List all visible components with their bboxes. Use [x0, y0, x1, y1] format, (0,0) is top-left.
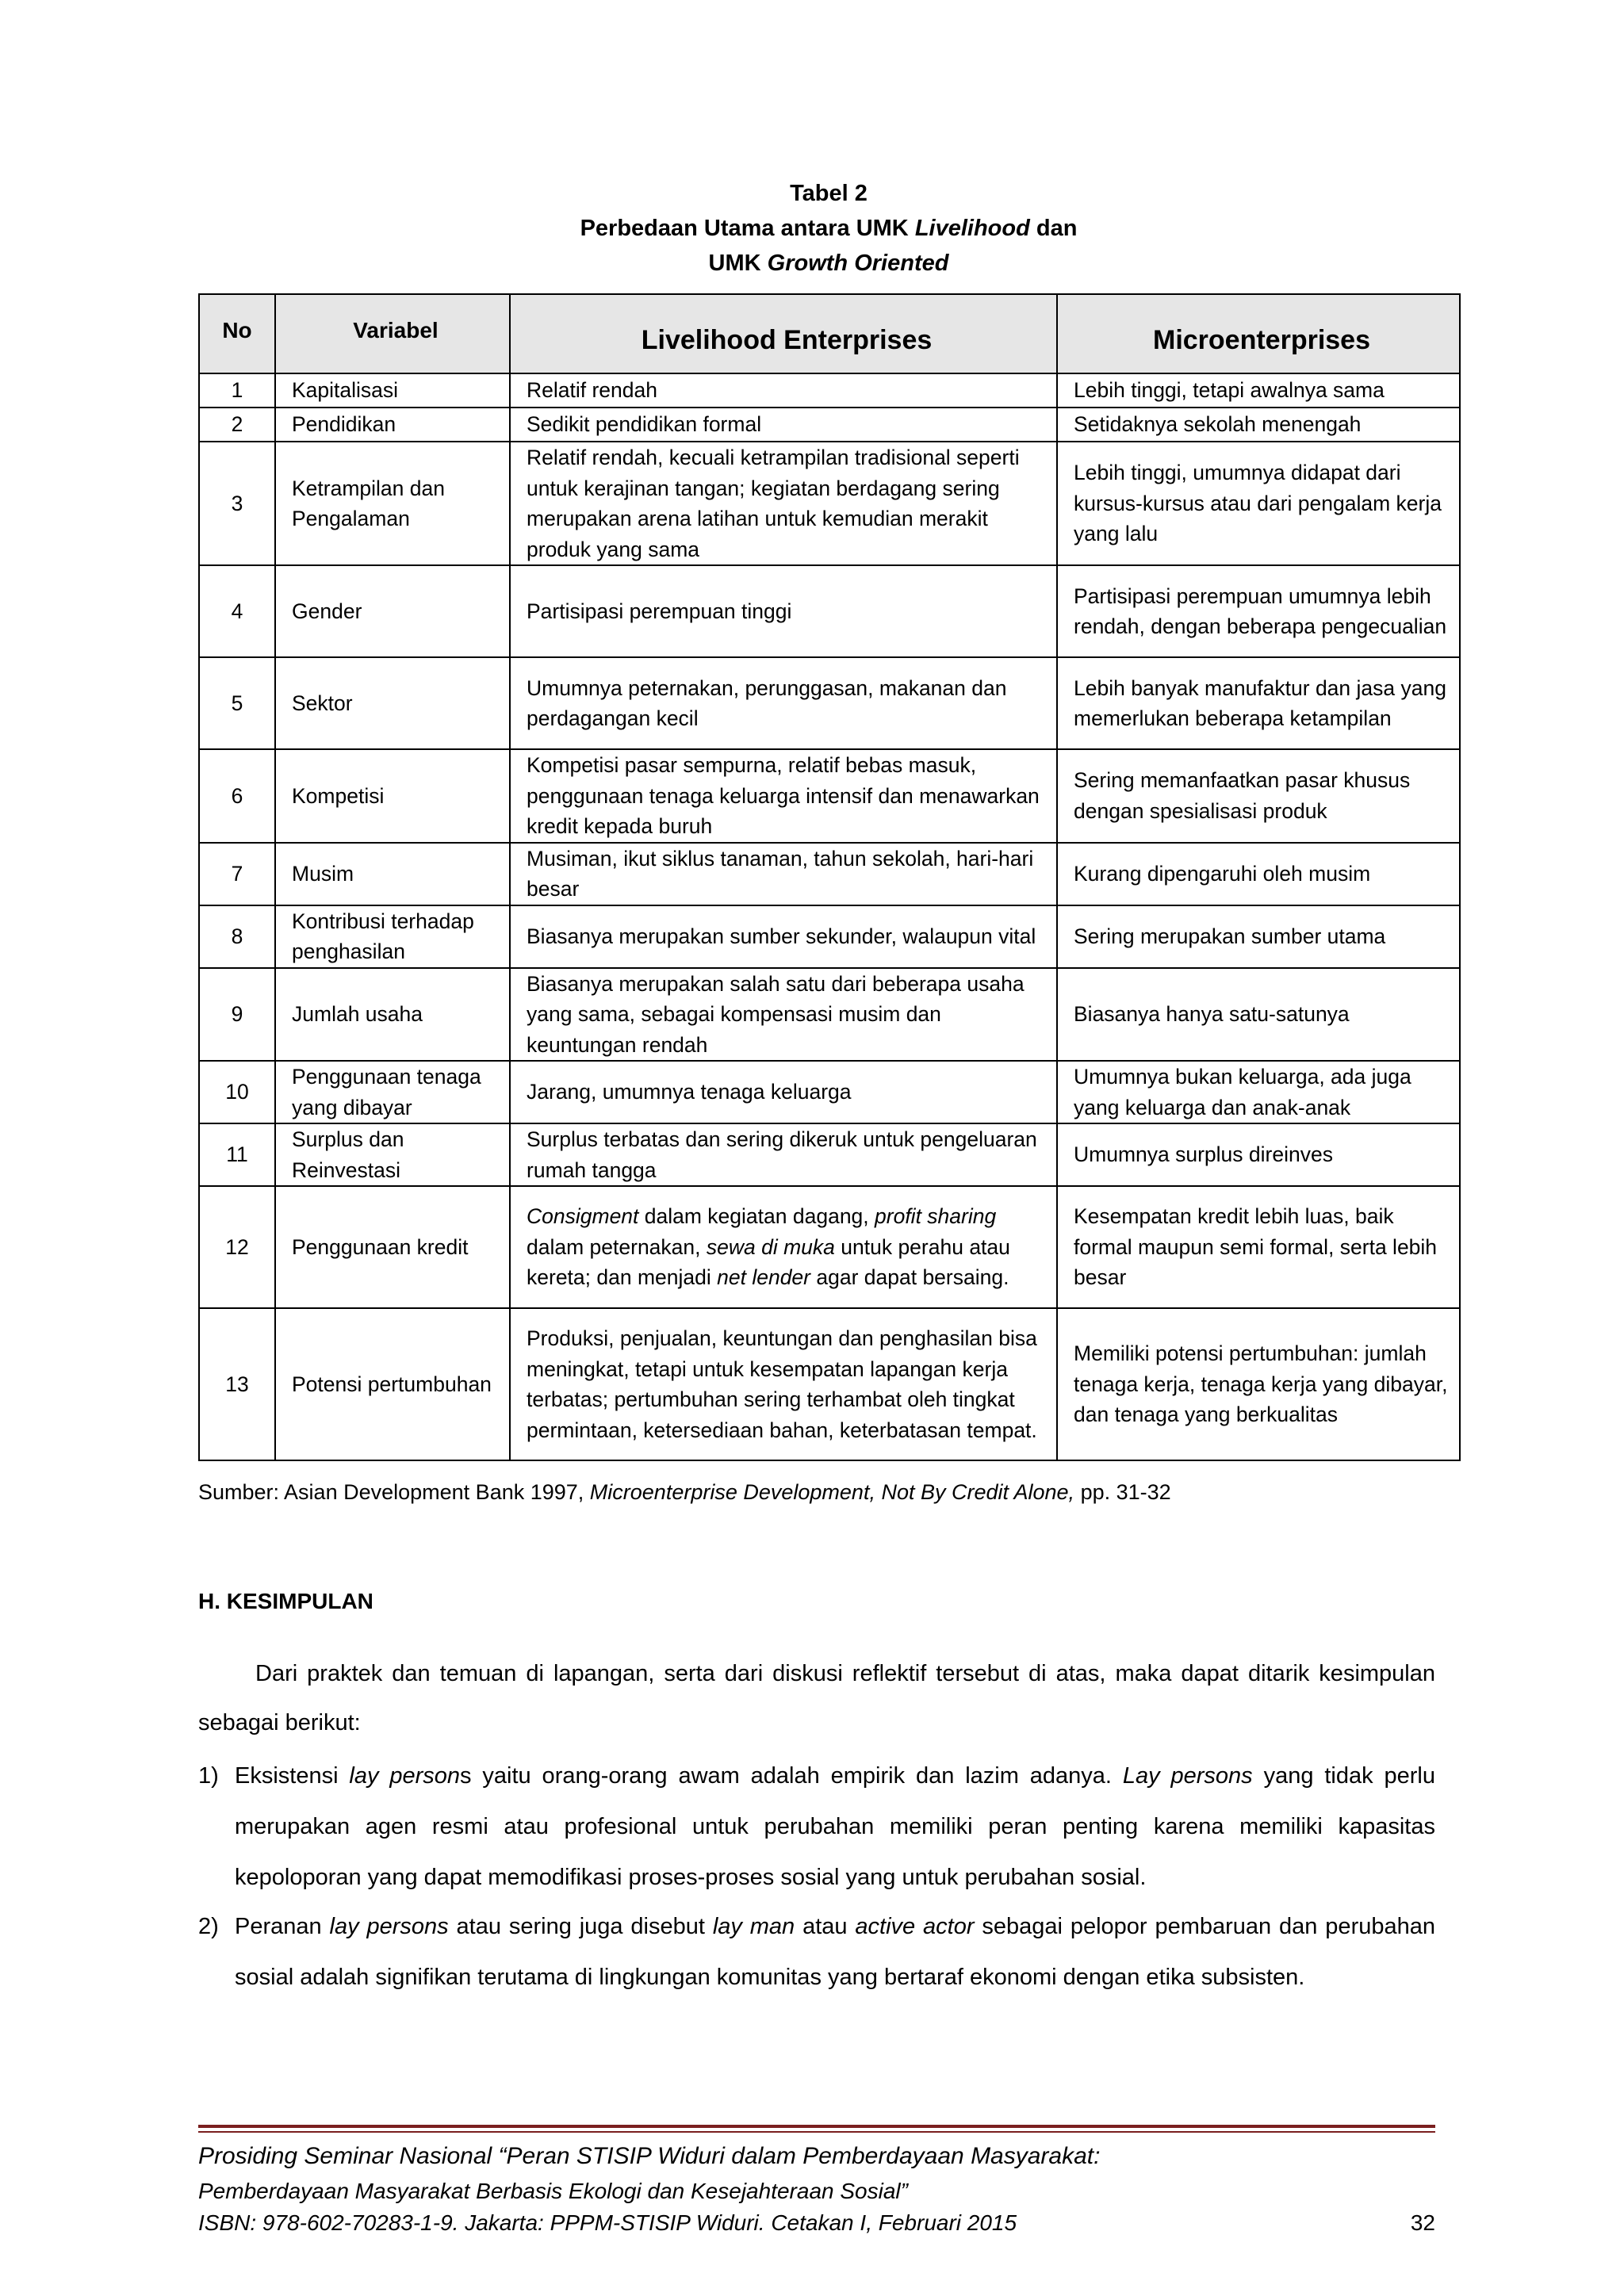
row-variabel: Penggunaan kredit: [275, 1186, 510, 1308]
table-caption: [198, 176, 1459, 281]
cell-text: agar dapat bersaing.: [810, 1265, 1009, 1290]
table-row: [199, 1186, 1460, 1308]
row-livelihood: Sedikit pendidikan formal: [510, 408, 1057, 442]
list-number: 1): [198, 1763, 219, 1789]
row-micro: Lebih tinggi, tetapi awalnya sama: [1057, 373, 1460, 408]
table-row: [199, 749, 1460, 843]
row-micro: Sering memanfaatkan pasar khusus dengan spesialisasi produk: [1057, 749, 1460, 843]
row-micro: Memiliki potensi pertumbuhan: jumlah tenaga kerja, tenaga kerja yang dibayar, dan tenaga yang berkualitas: [1057, 1308, 1460, 1460]
row-micro: Umumnya bukan keluarga, ada juga yang keluarga dan anak-anak: [1057, 1061, 1460, 1123]
row-livelihood: Biasanya merupakan sumber sekunder, walaupun vital: [510, 905, 1057, 968]
row-no: 9: [199, 968, 275, 1062]
table-row: [199, 442, 1460, 565]
caption-text: UMK: [708, 251, 768, 276]
row-no: 3: [199, 442, 275, 565]
row-no: 12: [199, 1186, 275, 1308]
row-livelihood: [510, 1186, 1057, 1308]
row-no: 8: [199, 905, 275, 968]
row-variabel: Ketrampilan dan Pengalaman: [275, 442, 510, 565]
comparison-table: [198, 293, 1461, 1461]
item-text: s yaitu orang-orang awam adalah empirik dan lazim adanya.: [460, 1763, 1123, 1789]
item-text: Eksistensi: [235, 1763, 350, 1789]
row-micro: Lebih tinggi, umumnya didapat dari kursus-kursus atau dari pengalam kerja yang lalu: [1057, 442, 1460, 565]
item-text: yang tidak perlu merupakan agen resmi atau profesional untuk perubahan memiliki peran penting karena memiliki kapasitas kepoloporan yang dapat memodifikasi proses-proses sosial yang untuk perubahan sosial.: [235, 1763, 1435, 1890]
row-micro: Sering merupakan sumber utama: [1057, 905, 1460, 968]
term-lay-person: lay person: [349, 1763, 461, 1789]
row-variabel: Musim: [275, 843, 510, 905]
table-row: [199, 968, 1460, 1062]
section-heading: H. KESIMPULAN: [198, 1589, 373, 1613]
cell-text: dalam peternakan,: [527, 1234, 707, 1259]
row-no: 6: [199, 749, 275, 843]
table-row: [199, 1308, 1460, 1460]
item-text: atau: [795, 1914, 856, 1939]
footer-line-3: ISBN: 978-602-70283-1-9. Jakarta: PPPM-STISIP Widuri. Cetakan I, Februari 2015: [198, 2210, 1017, 2235]
header-livelihood: Livelihood Enterprises: [510, 294, 1057, 373]
row-no: 10: [199, 1061, 275, 1123]
row-no: 2: [199, 408, 275, 442]
table-source: [198, 1476, 1467, 1508]
row-livelihood: Produksi, penjualan, keuntungan dan penghasilan bisa meningkat, tetapi untuk kesempatan lapangan kerja terbatas; pertumbuhan sering terhambat oleh tingkat permintaan, ketersediaan bahan, keterbatasan tempat.: [510, 1308, 1057, 1460]
term-lay-persons: Lay persons: [1122, 1763, 1253, 1789]
term-net-lender: net lender: [717, 1265, 810, 1290]
caption-emphasis: Growth Oriented: [767, 251, 949, 276]
cell-text: untuk perahu atau kereta; dan menjadi: [527, 1234, 1010, 1290]
row-livelihood: Jarang, umumnya tenaga keluarga: [510, 1061, 1057, 1123]
row-variabel: Kompetisi: [275, 749, 510, 843]
table-row: [199, 373, 1460, 408]
list-item: [198, 1901, 1435, 2003]
row-no: 1: [199, 373, 275, 408]
table-row: [199, 657, 1460, 749]
table-header-row: [199, 294, 1460, 373]
header-micro: Microenterprises: [1057, 294, 1460, 373]
term-profit-sharing: profit sharing: [875, 1204, 997, 1229]
footer-line-2: Pemberdayaan Masyarakat Berbasis Ekologi dan Kesejahteraan Sosial”: [198, 2179, 908, 2203]
table-row: [199, 905, 1460, 968]
source-title: Microenterprise Development, Not By Credit Alone,: [589, 1480, 1075, 1504]
row-livelihood: Partisipasi perempuan tinggi: [510, 565, 1057, 657]
term-sewa-di-muka: sewa di muka: [706, 1234, 835, 1259]
item-text: Peranan: [235, 1914, 330, 1939]
row-variabel: Jumlah usaha: [275, 968, 510, 1062]
conclusion-intro: Dari praktek dan temuan di lapangan, serta dari diskusi reflektif tersebut di atas, maka dapat ditarik kesimpulan sebagai berikut:: [198, 1661, 1435, 1735]
row-micro: Kesempatan kredit lebih luas, baik formal maupun semi formal, serta lebih besar: [1057, 1186, 1460, 1308]
row-variabel: Potensi pertumbuhan: [275, 1308, 510, 1460]
table-row: [199, 565, 1460, 657]
footer-rule-thin: [198, 2131, 1435, 2133]
cell-text: dalam kegiatan dagang,: [638, 1204, 875, 1229]
table-row: [199, 1061, 1460, 1123]
item-text: atau sering juga disebut: [448, 1914, 713, 1939]
row-variabel: Sektor: [275, 657, 510, 749]
table-row: [199, 843, 1460, 905]
row-micro: Lebih banyak manufaktur dan jasa yang memerlukan beberapa ketampilan: [1057, 657, 1460, 749]
footer-line-1: Prosiding Seminar Nasional “Peran STISIP Widuri dalam Pemberdayaan Masyarakat:: [198, 2143, 1101, 2169]
row-variabel: Surplus dan Reinvestasi: [275, 1123, 510, 1186]
conclusion-item-2: [198, 1901, 1435, 2003]
row-no: 5: [199, 657, 275, 749]
row-variabel: Gender: [275, 565, 510, 657]
caption-text: dan: [1029, 216, 1078, 241]
caption-line-3: [198, 246, 1459, 281]
row-micro: Partisipasi perempuan umumnya lebih rendah, dengan beberapa pengecualian: [1057, 565, 1460, 657]
row-no: 11: [199, 1123, 275, 1186]
row-livelihood: Relatif rendah, kecuali ketrampilan tradisional seperti untuk kerajinan tangan; kegiatan berdagang sering merupakan arena latihan untuk kemudian merakit produk yang sama: [510, 442, 1057, 565]
list-item: [198, 1751, 1435, 1903]
row-micro: Umumnya surplus direinves: [1057, 1123, 1460, 1186]
row-micro: Setidaknya sekolah menengah: [1057, 408, 1460, 442]
footer-rule-thick: [198, 2125, 1435, 2128]
caption-line-2: [198, 211, 1459, 246]
row-variabel: Pendidikan: [275, 408, 510, 442]
table-row: [199, 1123, 1460, 1186]
row-no: 7: [199, 843, 275, 905]
source-pages: pp. 31-32: [1074, 1480, 1171, 1504]
row-variabel: Kontribusi terhadap penghasilan: [275, 905, 510, 968]
item-text: sebagai pelopor pembaruan dan perubahan sosial adalah signifikan terutama di lingkungan komunitas yang bertaraf ekonomi dengan etika subsisten.: [235, 1914, 1435, 1990]
header-variabel: Variabel: [275, 294, 510, 373]
conclusion-item-1: [198, 1751, 1435, 1903]
caption-text: Perbedaan Utama antara UMK: [580, 216, 915, 241]
row-livelihood: Surplus terbatas dan sering dikeruk untuk pengeluaran rumah tangga: [510, 1123, 1057, 1186]
row-livelihood: Kompetisi pasar sempurna, relatif bebas masuk, penggunaan tenaga keluarga intensif dan menawarkan kredit kepada buruh: [510, 749, 1057, 843]
source-text: Sumber: Asian Development Bank 1997,: [198, 1480, 590, 1504]
term-lay-man: lay man: [712, 1914, 795, 1939]
page-number: 32: [1410, 2210, 1435, 2235]
row-livelihood: Umumnya peternakan, perunggasan, makanan dan perdagangan kecil: [510, 657, 1057, 749]
term-lay-persons: lay persons: [329, 1914, 449, 1939]
row-livelihood: Biasanya merupakan salah satu dari beberapa usaha yang sama, sebagai kompensasi musim dan keuntungan rendah: [510, 968, 1057, 1062]
table-row: [199, 408, 1460, 442]
header-no: No: [199, 294, 275, 373]
term-consigment: Consigment: [527, 1204, 639, 1229]
row-variabel: Penggunaan tenaga yang dibayar: [275, 1061, 510, 1123]
caption-emphasis: Livelihood: [914, 216, 1030, 241]
caption-line-1: Tabel 2: [790, 181, 868, 206]
row-micro: Biasanya hanya satu-satunya: [1057, 968, 1460, 1062]
row-livelihood: Musiman, ikut siklus tanaman, tahun sekolah, hari-hari besar: [510, 843, 1057, 905]
term-active-actor: active actor: [855, 1914, 975, 1939]
row-micro: Kurang dipengaruhi oleh musim: [1057, 843, 1460, 905]
row-livelihood: Relatif rendah: [510, 373, 1057, 408]
row-variabel: Kapitalisasi: [275, 373, 510, 408]
list-number: 2): [198, 1914, 219, 1939]
row-no: 4: [199, 565, 275, 657]
row-no: 13: [199, 1308, 275, 1460]
